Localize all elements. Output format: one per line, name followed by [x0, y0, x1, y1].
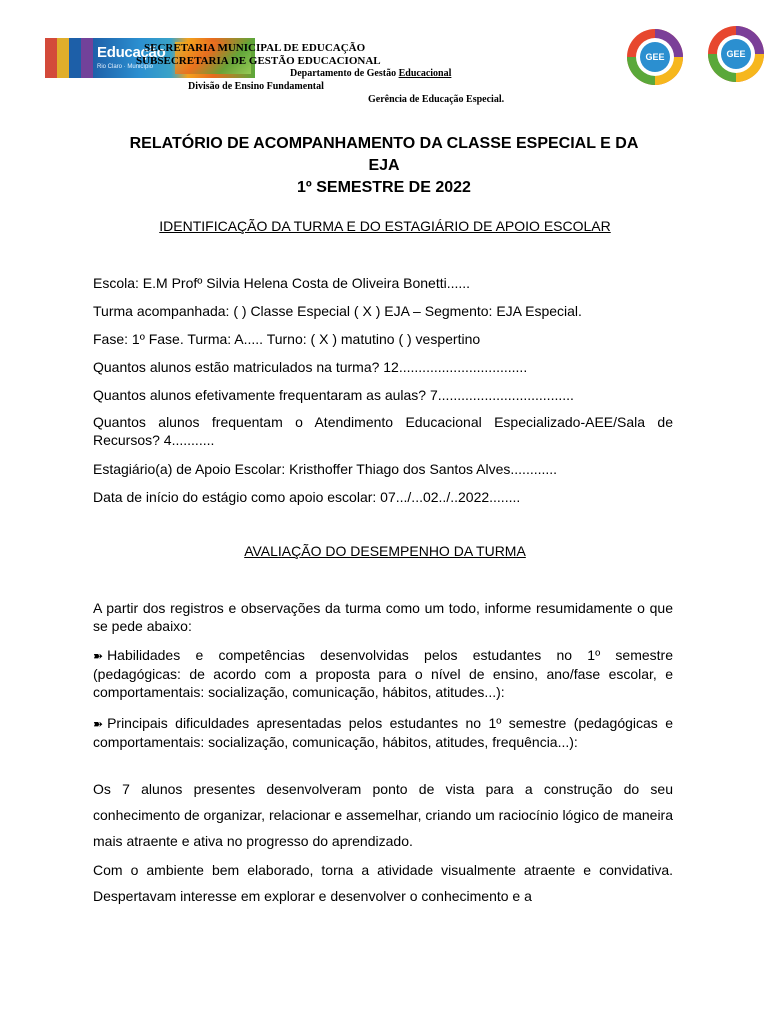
bullet-habilidades-text: Habilidades e competências desenvolvidas pelos estudantes no 1º semestre (pedagógicas: de acordo com a proposta para o nível de ensino, ano/fase escolar, e comportamentais: socialização, comunicação, hábitos, atitudes...): [93, 647, 673, 700]
logo-word: Educação [97, 44, 166, 61]
bullet-dificuldades [93, 714, 673, 751]
frequentaram-line: Quantos alunos efetivamente frequentaram as aulas? 7................................... [93, 387, 574, 403]
divisao-heading: Divisão de Ensino Fundamental [188, 81, 324, 92]
data-inicio-line: Data de início do estágio como apoio escolar: 07.../...02../..2022........ [93, 489, 521, 505]
title-line-2: EJA [368, 157, 400, 174]
arrow-bullet-icon: ➽ [93, 717, 104, 731]
turma-acompanhada-line: Turma acompanhada: ( ) Classe Especial ( X ) EJA – Segmento: EJA Especial. [93, 303, 582, 319]
aee-line: Quantos alunos frequentam o Atendimento Educacional Especializado-AEE/Sala de Recursos? 4........... [93, 414, 673, 448]
estagiario-line: Estagiário(a) de Apoio Escolar: Kristhoffer Thiago dos Santos Alves............ [93, 461, 558, 477]
logo-subtitle: Rio Claro · Município [97, 64, 154, 70]
bullet-dificuldades-text: Principais dificuldades apresentadas pelos estudantes no 1º semestre (pedagógicas e comportamentais: socialização, comunicação, hábitos, atitudes, frequência...): [93, 715, 673, 750]
departamento-underlined: Educacional [398, 68, 452, 79]
gee-logo-icon-secondary [706, 24, 766, 84]
report-title [88, 133, 680, 199]
fase-line: Fase: 1º Fase. Turma: A..... Turno: ( X ) matutino ( ) vespertino [93, 331, 481, 347]
logo-color-blocks [45, 38, 93, 78]
escola-line: Escola: E.M Profº Silvia Helena Costa de Oliveira Bonetti...... [93, 275, 471, 291]
title-line-3: 1º SEMESTRE DE 2022 [297, 179, 471, 196]
gerencia-heading: Gerência de Educação Especial. [368, 94, 505, 105]
title-line-1: RELATÓRIO DE ACOMPANHAMENTO DA CLASSE ESPECIAL E DA [129, 135, 639, 152]
intro-paragraph: A partir dos registros e observações da turma como um todo, informe resumidamente o que se pede abaixo: [93, 600, 673, 634]
gee-badge-label-secondary: GEE [726, 49, 746, 59]
identification-heading: IDENTIFICAÇÃO DA TURMA E DO ESTAGIÁRIO DE APOIO ESCOLAR [159, 218, 611, 234]
paragraph-ambiente: Com o ambiente bem elaborado, torna a atividade visualmente atraente e convidativa. Despertavam interesse em explorar e desenvolver o conhecimento e a [93, 862, 673, 904]
gee-logo-icon [625, 27, 685, 87]
bullet-habilidades [93, 646, 673, 701]
subsecretaria-heading: SUBSECRETARIA DE GESTÃO EDUCACIONAL [136, 55, 381, 67]
evaluation-heading: AVALIAÇÃO DO DESEMPENHO DA TURMA [244, 543, 526, 559]
arrow-bullet-icon: ➽ [93, 649, 104, 663]
matriculados-line: Quantos alunos estão matriculados na turma? 12................................. [93, 359, 528, 375]
departamento-prefix: Departamento de Gestão [290, 68, 399, 79]
secretaria-heading: SECRETARIA MUNICIPAL DE EDUCAÇÃO [144, 42, 366, 54]
gee-badge-label: GEE [645, 52, 665, 62]
paragraph-desenvolvimento: Os 7 alunos presentes desenvolveram ponto de vista para a construção do seu conhecimento de organizar, relacionar e assemelhar, criando um raciocínio lógico de maneira mais atraente e ativa no progresso do aprendizado. [93, 781, 673, 849]
departamento-heading [290, 68, 451, 80]
